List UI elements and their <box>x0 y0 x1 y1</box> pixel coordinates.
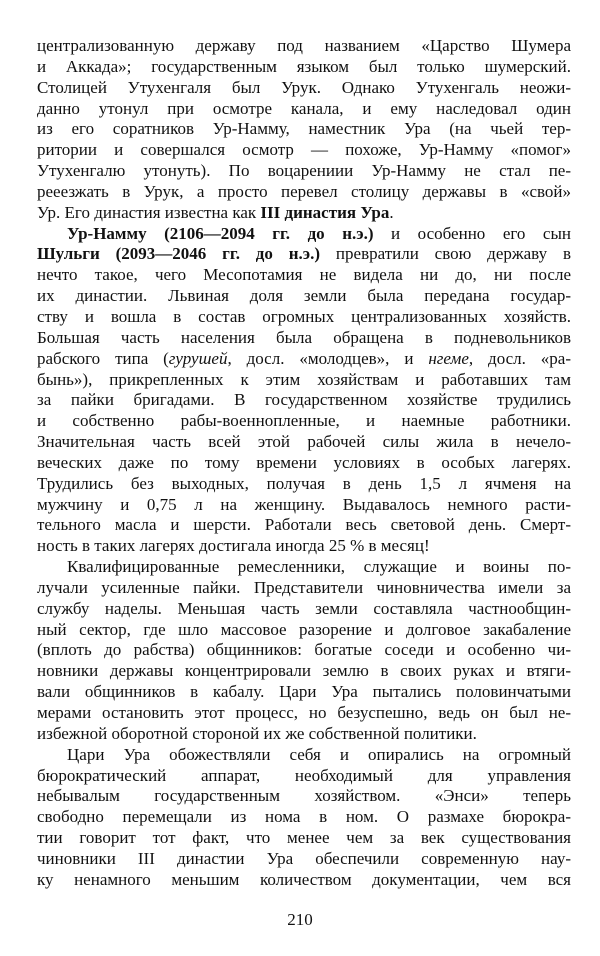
text-line <box>37 328 571 349</box>
bold-text: Шульги (2093—2046 гг. до н.э.) <box>37 244 321 264</box>
text-segment: , досл. «ра- <box>468 348 571 368</box>
text-segment: веческих даже по тому времени условиях в особых лагерях. <box>37 452 571 472</box>
text-segment: Большая часть населения была обращена в подневольников <box>37 327 571 347</box>
text-line <box>37 474 571 495</box>
text-segment: чиновники III династии Ура обеспечили современную нау- <box>37 848 571 868</box>
text-line <box>37 411 571 432</box>
text-segment: рабского типа ( <box>37 348 169 368</box>
text-segment: Квалифицированные ремесленники, служащие и воины по- <box>67 557 571 577</box>
text-segment: Трудились без выходных, получая в день 1,5 л ячменя на <box>37 473 571 493</box>
text-line <box>37 661 571 682</box>
text-segment: тии говорит тот факт, что менее чем за век существования <box>37 828 571 848</box>
text-line <box>37 78 571 99</box>
text-line <box>37 140 571 161</box>
text-line <box>37 36 571 57</box>
text-segment: . <box>389 202 394 222</box>
text-line <box>37 807 571 828</box>
text-line <box>37 57 571 78</box>
text-line <box>37 849 571 870</box>
text-segment: ный сектор, где шло массовое разорение и долговое закабаление <box>37 619 571 639</box>
text-line <box>37 682 571 703</box>
text-segment: их династии. Львиная доля земли была передана государ- <box>37 286 571 306</box>
paragraph <box>37 224 571 558</box>
italic-text: нгеме <box>428 348 469 368</box>
text-line <box>37 390 571 411</box>
text-segment: за пайки бригадами. В государственном хозяйстве трудились <box>37 390 571 410</box>
text-segment: мерами остановить этот процесс, но безуспешно, ведь он был не- <box>37 703 571 722</box>
text-segment: превратили свою державу в <box>320 244 571 264</box>
paragraph <box>37 36 571 224</box>
text-line <box>37 786 571 807</box>
text-segment: из его соратников Ур-Намму, наместник Ура (на чьей тер- <box>37 119 571 139</box>
text-line <box>37 119 571 140</box>
text-line <box>37 620 571 641</box>
text-line <box>37 557 571 578</box>
text-line <box>37 307 571 328</box>
text-line <box>37 745 571 766</box>
text-segment: , досл. «молодцев», и <box>227 348 429 368</box>
text-segment: мужчину и 0,75 л на женщину. Выдавалось немного расти- <box>37 494 571 514</box>
paragraph <box>37 557 571 745</box>
text-segment: избежной оборотной стороной их же собственной политики. <box>37 723 477 743</box>
bold-text: III династия Ура <box>260 202 390 222</box>
text-segment: Значительная часть всей этой рабочей силы жила в нечело- <box>37 432 571 452</box>
text-segment: бюрократический аппарат, необходимый для управления <box>37 765 571 785</box>
text-line <box>37 349 571 370</box>
text-segment: бынь»), прикрепленных к этим хозяйствам и работавших там <box>37 369 571 389</box>
text-segment: вали общинников в кабалу. Цари Ура пытались половинчатыми <box>37 682 571 702</box>
text-line <box>37 99 571 120</box>
text-line <box>37 766 571 787</box>
text-line <box>37 495 571 516</box>
text-line <box>37 578 571 599</box>
text-segment: Ур. Его династия известна как <box>37 202 261 222</box>
text-segment: свободно перемещали из нома в ном. О размахе бюрокра- <box>37 807 571 827</box>
text-line <box>37 244 571 265</box>
text-line <box>37 286 571 307</box>
text-line <box>37 515 571 536</box>
text-line <box>37 724 571 745</box>
text-line <box>37 640 571 661</box>
text-segment: ку ненамного меньшим количеством документации, чем вся <box>37 869 571 889</box>
text-segment: службу наделы. Меньшая часть земли составляла частнообщин- <box>37 598 571 618</box>
text-segment: данно утонул при осмотре канала, и ему наследовал один <box>37 98 571 118</box>
text-line <box>37 870 571 891</box>
text-segment: централизованную державу под названием «Царство Шумера <box>37 36 571 55</box>
text-segment: и особенно его сын <box>373 223 571 243</box>
text-line <box>37 703 571 724</box>
text-segment: рееезжать в Урук, а просто перевел столицу державы в «свой» <box>37 181 571 201</box>
text-segment: ность в таких лагерях достигала иногда 25 % в месяц! <box>37 536 430 556</box>
text-segment: и собственно рабы-военнопленные, и наемные работники. <box>37 411 571 431</box>
text-line <box>37 453 571 474</box>
text-segment: Столицей Утухенгаля был Урук. Однако Утухенгаль неожи- <box>37 77 571 97</box>
text-segment: нечто такое, чего Месопотамия не видела ни до, ни после <box>37 265 571 285</box>
text-line <box>37 182 571 203</box>
paragraph <box>37 745 571 891</box>
bold-text: Ур-Намму (2106—2094 гг. до н.э.) <box>67 223 374 243</box>
text-segment: Утухенгалю утонуть). По воцарениии Ур-Намму не стал пе- <box>37 161 571 181</box>
text-segment: новники державы концентрировали землю в своих руках и втяги- <box>37 661 571 681</box>
text-segment: Цари Ура обожествляли себя и опирались на огромный <box>67 744 571 764</box>
text-line <box>37 536 571 557</box>
text-line <box>37 432 571 453</box>
text-segment: ству и вошла в состав огромных централизованных хозяйств. <box>37 306 571 326</box>
text-segment: (вплоть до рабства) общинников: богатые соседи и особенно чи- <box>37 640 571 660</box>
text-segment: ритории и совершался осмотр — похоже, Ур-Намму «помог» <box>37 140 571 160</box>
text-line <box>37 203 571 224</box>
text-line <box>37 599 571 620</box>
text-line <box>37 370 571 391</box>
text-segment: тельного масла и шерсти. Работали весь световой день. Смерт- <box>37 515 571 535</box>
text-line <box>37 828 571 849</box>
text-line <box>37 224 571 245</box>
text-line <box>37 265 571 286</box>
text-line <box>37 161 571 182</box>
text-segment: и Аккада»; государственным языком был только шумерский. <box>37 56 571 76</box>
page-number: 210 <box>287 910 313 929</box>
page-body <box>37 36 571 891</box>
italic-text: гурушей <box>168 348 228 368</box>
text-segment: небывалым государственным хозяйством. «Энси» теперь <box>37 786 571 806</box>
text-segment: лучали усиленные пайки. Представители чиновничества имели за <box>37 577 571 597</box>
